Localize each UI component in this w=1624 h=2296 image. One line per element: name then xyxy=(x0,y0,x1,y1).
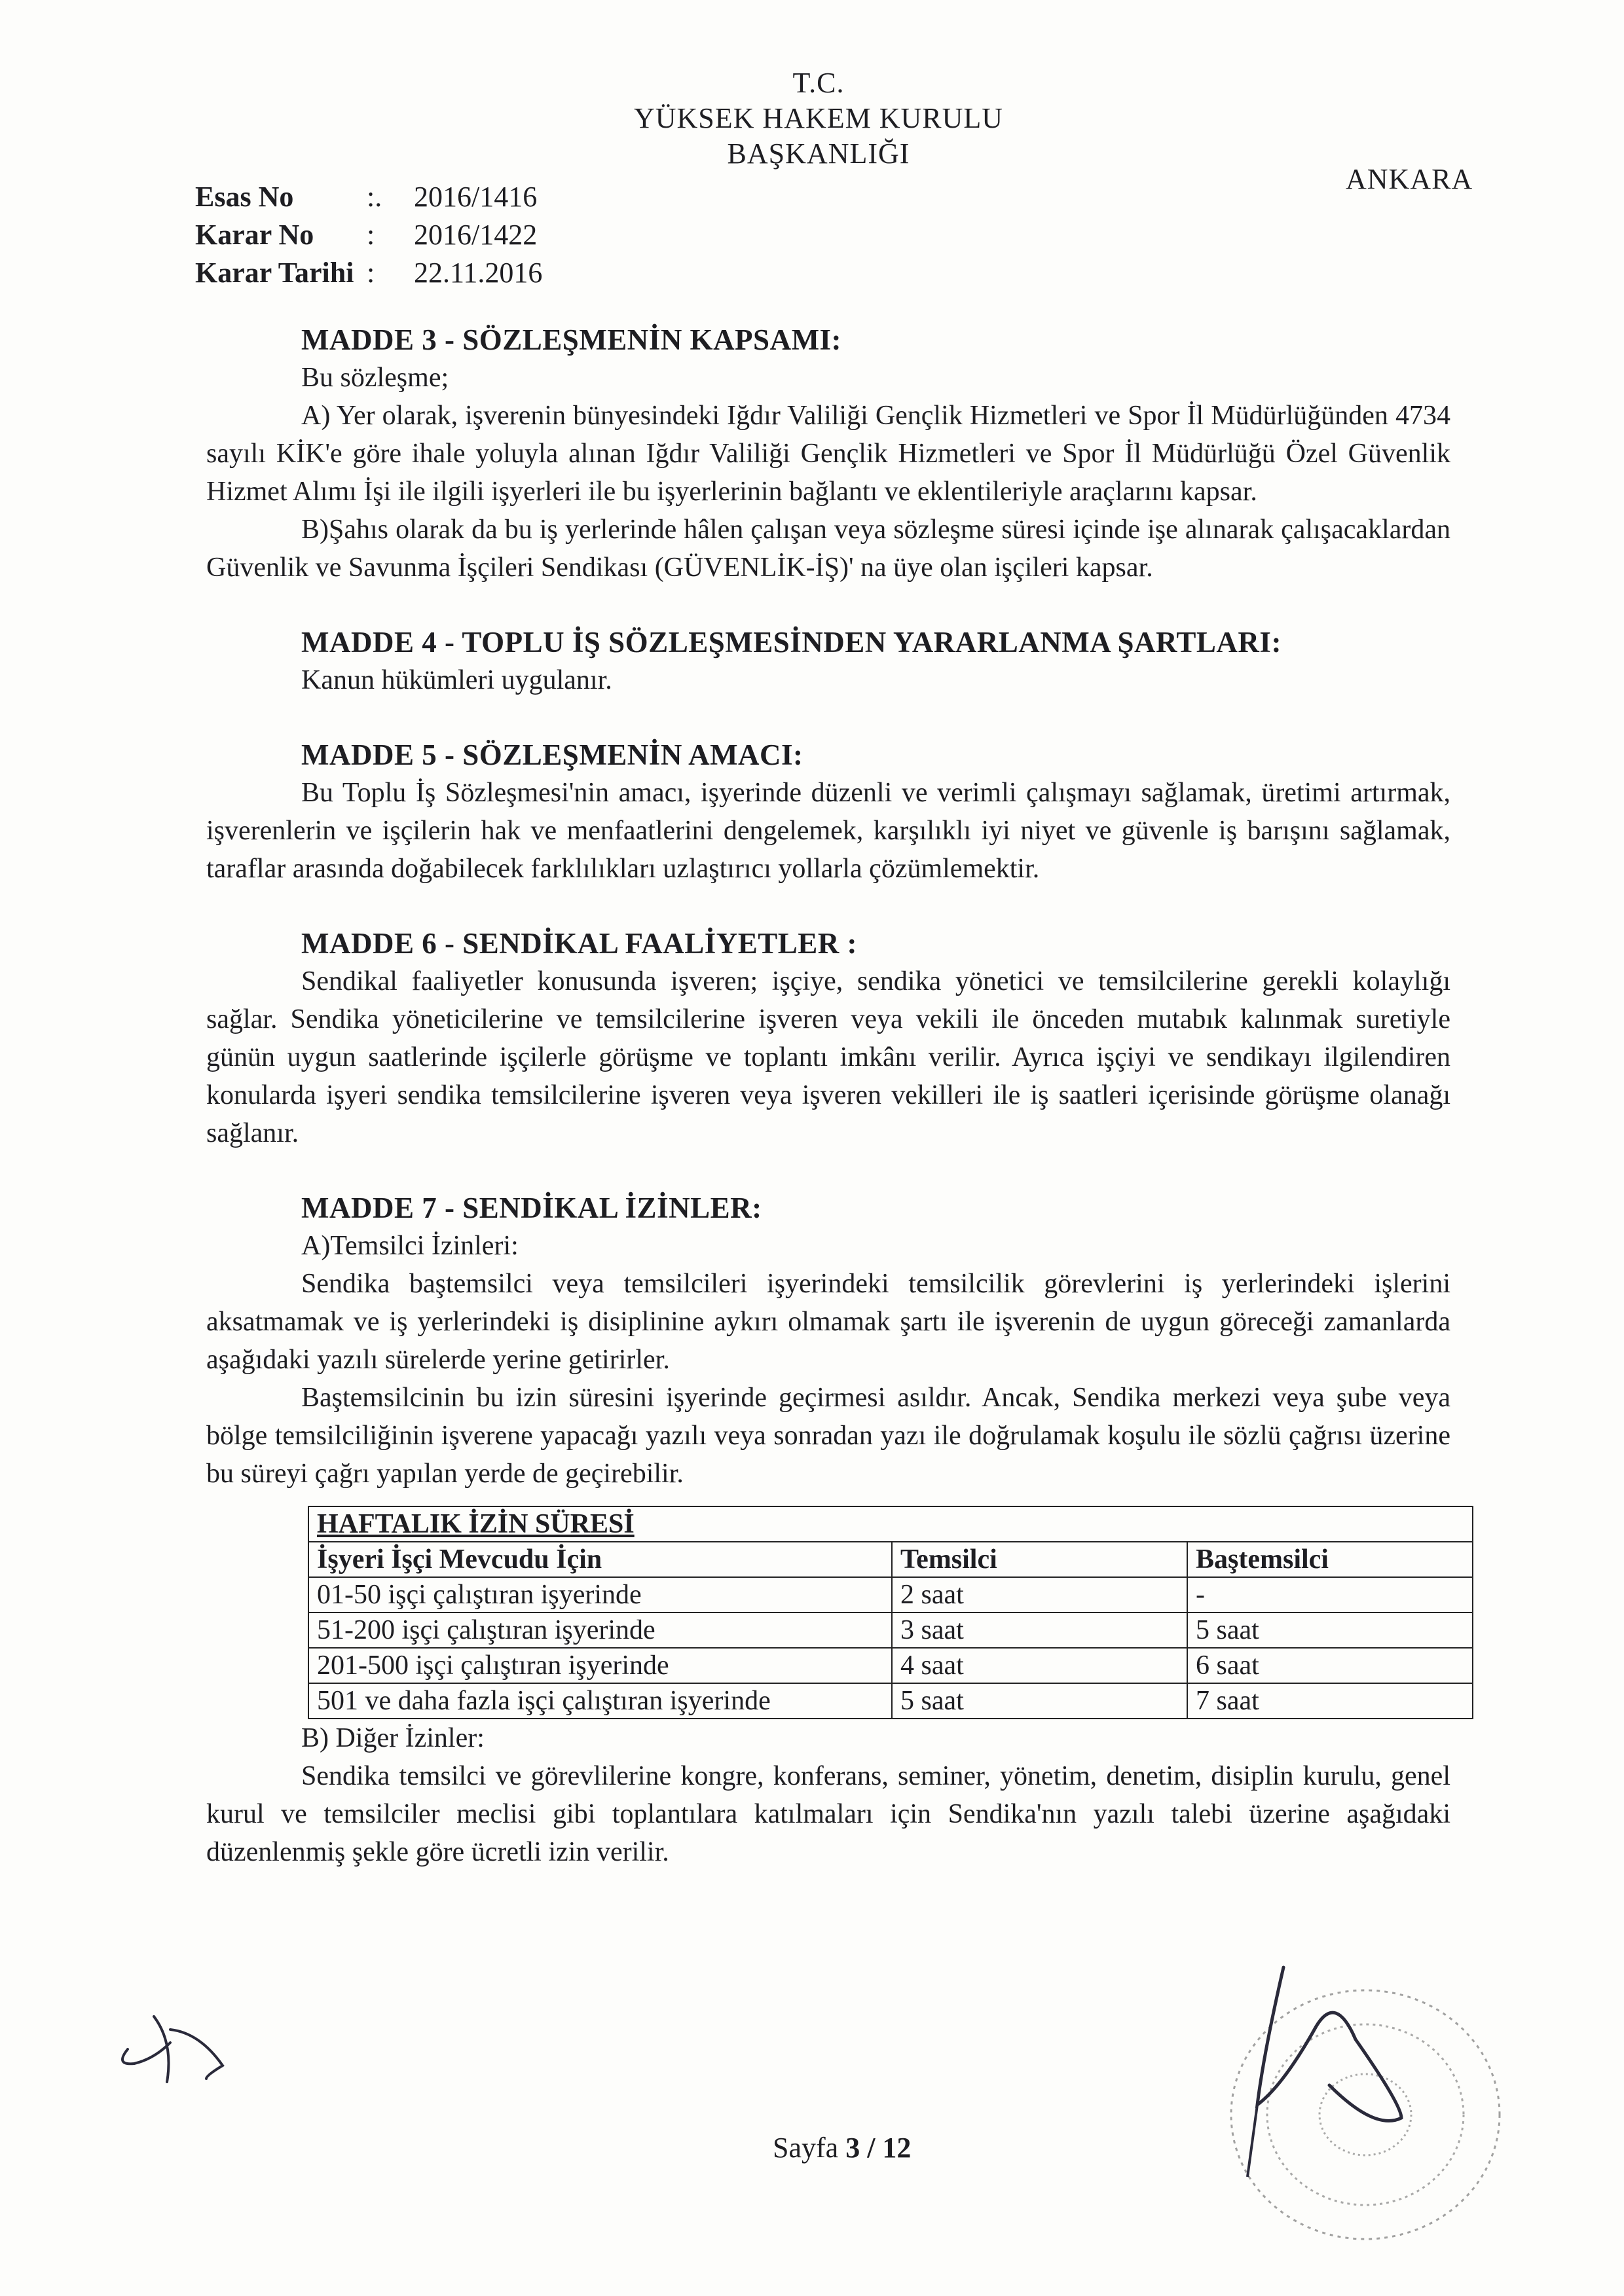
table-row xyxy=(308,1577,1473,1613)
case-row-esas xyxy=(195,178,542,216)
case-info xyxy=(195,178,542,292)
madde7-title: MADDE 7 - SENDİKAL İZİNLER: xyxy=(301,1192,762,1224)
institution-header xyxy=(589,65,1048,172)
case-sep: : xyxy=(367,219,375,251)
case-sep: :. xyxy=(367,181,382,213)
weekly-leave-table xyxy=(308,1506,1473,1719)
madde3-a: A) Yer olarak, işverenin bünyesindeki Iğdır Valiliği Gençlik Hizmetleri ve Spor İl Müdürlüğünden 4734 sayılı KİK'e göre ihale yoluyla alınan Iğdır Valiliği Gençlik Hizmetleri ve Spor İl Müdürlüğü Özel Güvenlik Hizmet Alımı İşi ile ilgili işyerleri ile bu işyerlerinin bağlantı ve eklentileriyle araçlarını kapsar. xyxy=(206,401,1450,507)
table-cell: - xyxy=(1187,1577,1473,1613)
signature-mark xyxy=(108,2003,252,2095)
madde7-para2: Baştemsilcinin bu izin süresini işyerinde geçirmesi asıldır. Ancak, Sendika merkezi veya şube veya bölge temsilciliğinin işverene yapacağı yazılı veya sonradan yazı ile doğrulamak koşulu ile sözlü çağrısı üzerine bu süreyi çağrı yapılan yerde de geçirebilir. xyxy=(206,1383,1450,1489)
page-number xyxy=(773,2131,911,2164)
case-label: Karar Tarihi xyxy=(195,257,354,289)
madde5-title: MADDE 5 - SÖZLEŞMENİN AMACI: xyxy=(301,738,803,771)
case-sep: : xyxy=(367,257,375,289)
madde4-text: Kanun hükümleri uygulanır. xyxy=(301,665,612,695)
table-header: İşyeri İşçi Mevcudu İçin xyxy=(308,1542,892,1577)
table-cell: 2 saat xyxy=(892,1577,1187,1613)
table-cell: 7 saat xyxy=(1187,1683,1473,1719)
madde7-para3: Sendika temsilci ve görevlilerine kongre, konferans, seminer, yönetim, denetim, disiplin kurulu, genel kurul ve temsilciler meclisi gibi toplantılara katılmaları için Sendika'nın yazılı talebi üzerine aşağıdaki düzenlenmiş şekle göre ücretli izin verilir. xyxy=(206,1761,1450,1867)
seal-stamp xyxy=(1185,1954,1526,2262)
table-cell: 4 saat xyxy=(892,1648,1187,1683)
madde3-intro: Bu sözleşme; xyxy=(301,363,449,393)
madde7-sub-a: A)Temsilci İzinleri: xyxy=(301,1231,519,1261)
table-cell: 201-500 işçi çalıştıran işyerinde xyxy=(308,1648,892,1683)
table-cell: 5 saat xyxy=(1187,1613,1473,1648)
page-value: 3 / 12 xyxy=(845,2132,912,2164)
table-header: Temsilci xyxy=(892,1542,1187,1577)
table-caption: HAFTALIK İZİN SÜRESİ xyxy=(308,1506,1473,1542)
header-presidency: BAŞKANLIĞI xyxy=(727,137,910,170)
header-tc: T.C. xyxy=(792,67,845,99)
madde6-title: MADDE 6 - SENDİKAL FAALİYETLER : xyxy=(301,927,858,960)
header-city: ANKARA xyxy=(1346,163,1473,195)
table-header: Baştemsilci xyxy=(1187,1542,1473,1577)
table-cell: 3 saat xyxy=(892,1613,1187,1648)
madde6-text: Sendikal faaliyetler konusunda işveren; işçiye, sendika yönetici ve temsilcilerine gerekli kolaylığı sağlar. Sendika yöneticilerine ve temsilcilerine işveren veya vekili ile önceden mutabık kalınmak suretiyle günün uygun saatlerinde işçilerle görüşme ve toplantı imkânı verilir. Ayrıca işçiyi ve sendikayı ilgilendiren konularda işyeri sendika temsilcilerine işveren veya işveren vekilleri ile iş saatleri içerisinde görüşme olanağı sağlanır. xyxy=(206,966,1450,1148)
table-row xyxy=(308,1648,1473,1683)
table-cell: 6 saat xyxy=(1187,1648,1473,1683)
case-value: 22.11.2016 xyxy=(414,257,543,289)
case-value: 2016/1422 xyxy=(414,219,538,251)
table-header-row xyxy=(308,1542,1473,1577)
madde4-title: MADDE 4 - TOPLU İŞ SÖZLEŞMESİNDEN YARARLANMA ŞARTLARI: xyxy=(301,626,1282,659)
case-label: Esas No xyxy=(195,181,294,213)
madde3-title: MADDE 3 - SÖZLEŞMENİN KAPSAMI: xyxy=(301,323,842,356)
page-prefix: Sayfa xyxy=(773,2132,839,2164)
header-institution: YÜKSEK HAKEM KURULU xyxy=(633,102,1004,134)
case-row-tarih xyxy=(195,254,542,292)
madde5-text: Bu Toplu İş Sözleşmesi'nin amacı, işyerinde düzenli ve verimli çalışmayı sağlamak, üretimi artırmak, işverenlerin ve işçilerin hak ve menfaatlerini dengelemek, karşılıklı iyi niyet ve güvenle iş barışını sağlamak, taraflar arasında doğabilecek farklılıkları uzlaştırıcı yollarla çözümlemektir. xyxy=(206,778,1450,884)
case-row-karar xyxy=(195,216,542,254)
case-value: 2016/1416 xyxy=(414,181,538,213)
madde3-b: B)Şahıs olarak da bu iş yerlerinde hâlen çalışan veya sözleşme süresi içinde işe alınarak çalışacaklardan Güvenlik ve Savunma İşçileri Sendikası (GÜVENLİK-İŞ)' na üye olan işçileri kapsar. xyxy=(206,515,1450,583)
madde7-sub-b: B) Diğer İzinler: xyxy=(301,1723,485,1753)
table-row xyxy=(308,1683,1473,1719)
table-row xyxy=(308,1613,1473,1648)
table-cell: 501 ve daha fazla işçi çalıştıran işyerinde xyxy=(308,1683,892,1719)
document-body xyxy=(206,321,1450,1871)
table-caption-row xyxy=(308,1506,1473,1542)
table-cell: 5 saat xyxy=(892,1683,1187,1719)
table-cell: 01-50 işçi çalıştıran işyerinde xyxy=(308,1577,892,1613)
case-label: Karar No xyxy=(195,219,314,251)
table-cell: 51-200 işçi çalıştıran işyerinde xyxy=(308,1613,892,1648)
madde7-para1: Sendika baştemsilci veya temsilcileri işyerindeki temsilcilik görevlerini iş yerlerindeki işlerini aksatmamak ve iş yerlerindeki iş disiplinine aykırı olmamak şartı ile işverenin de uygun göreceği zamanlarda aşağıdaki yazılı sürelerde yerine getirirler. xyxy=(206,1269,1450,1375)
